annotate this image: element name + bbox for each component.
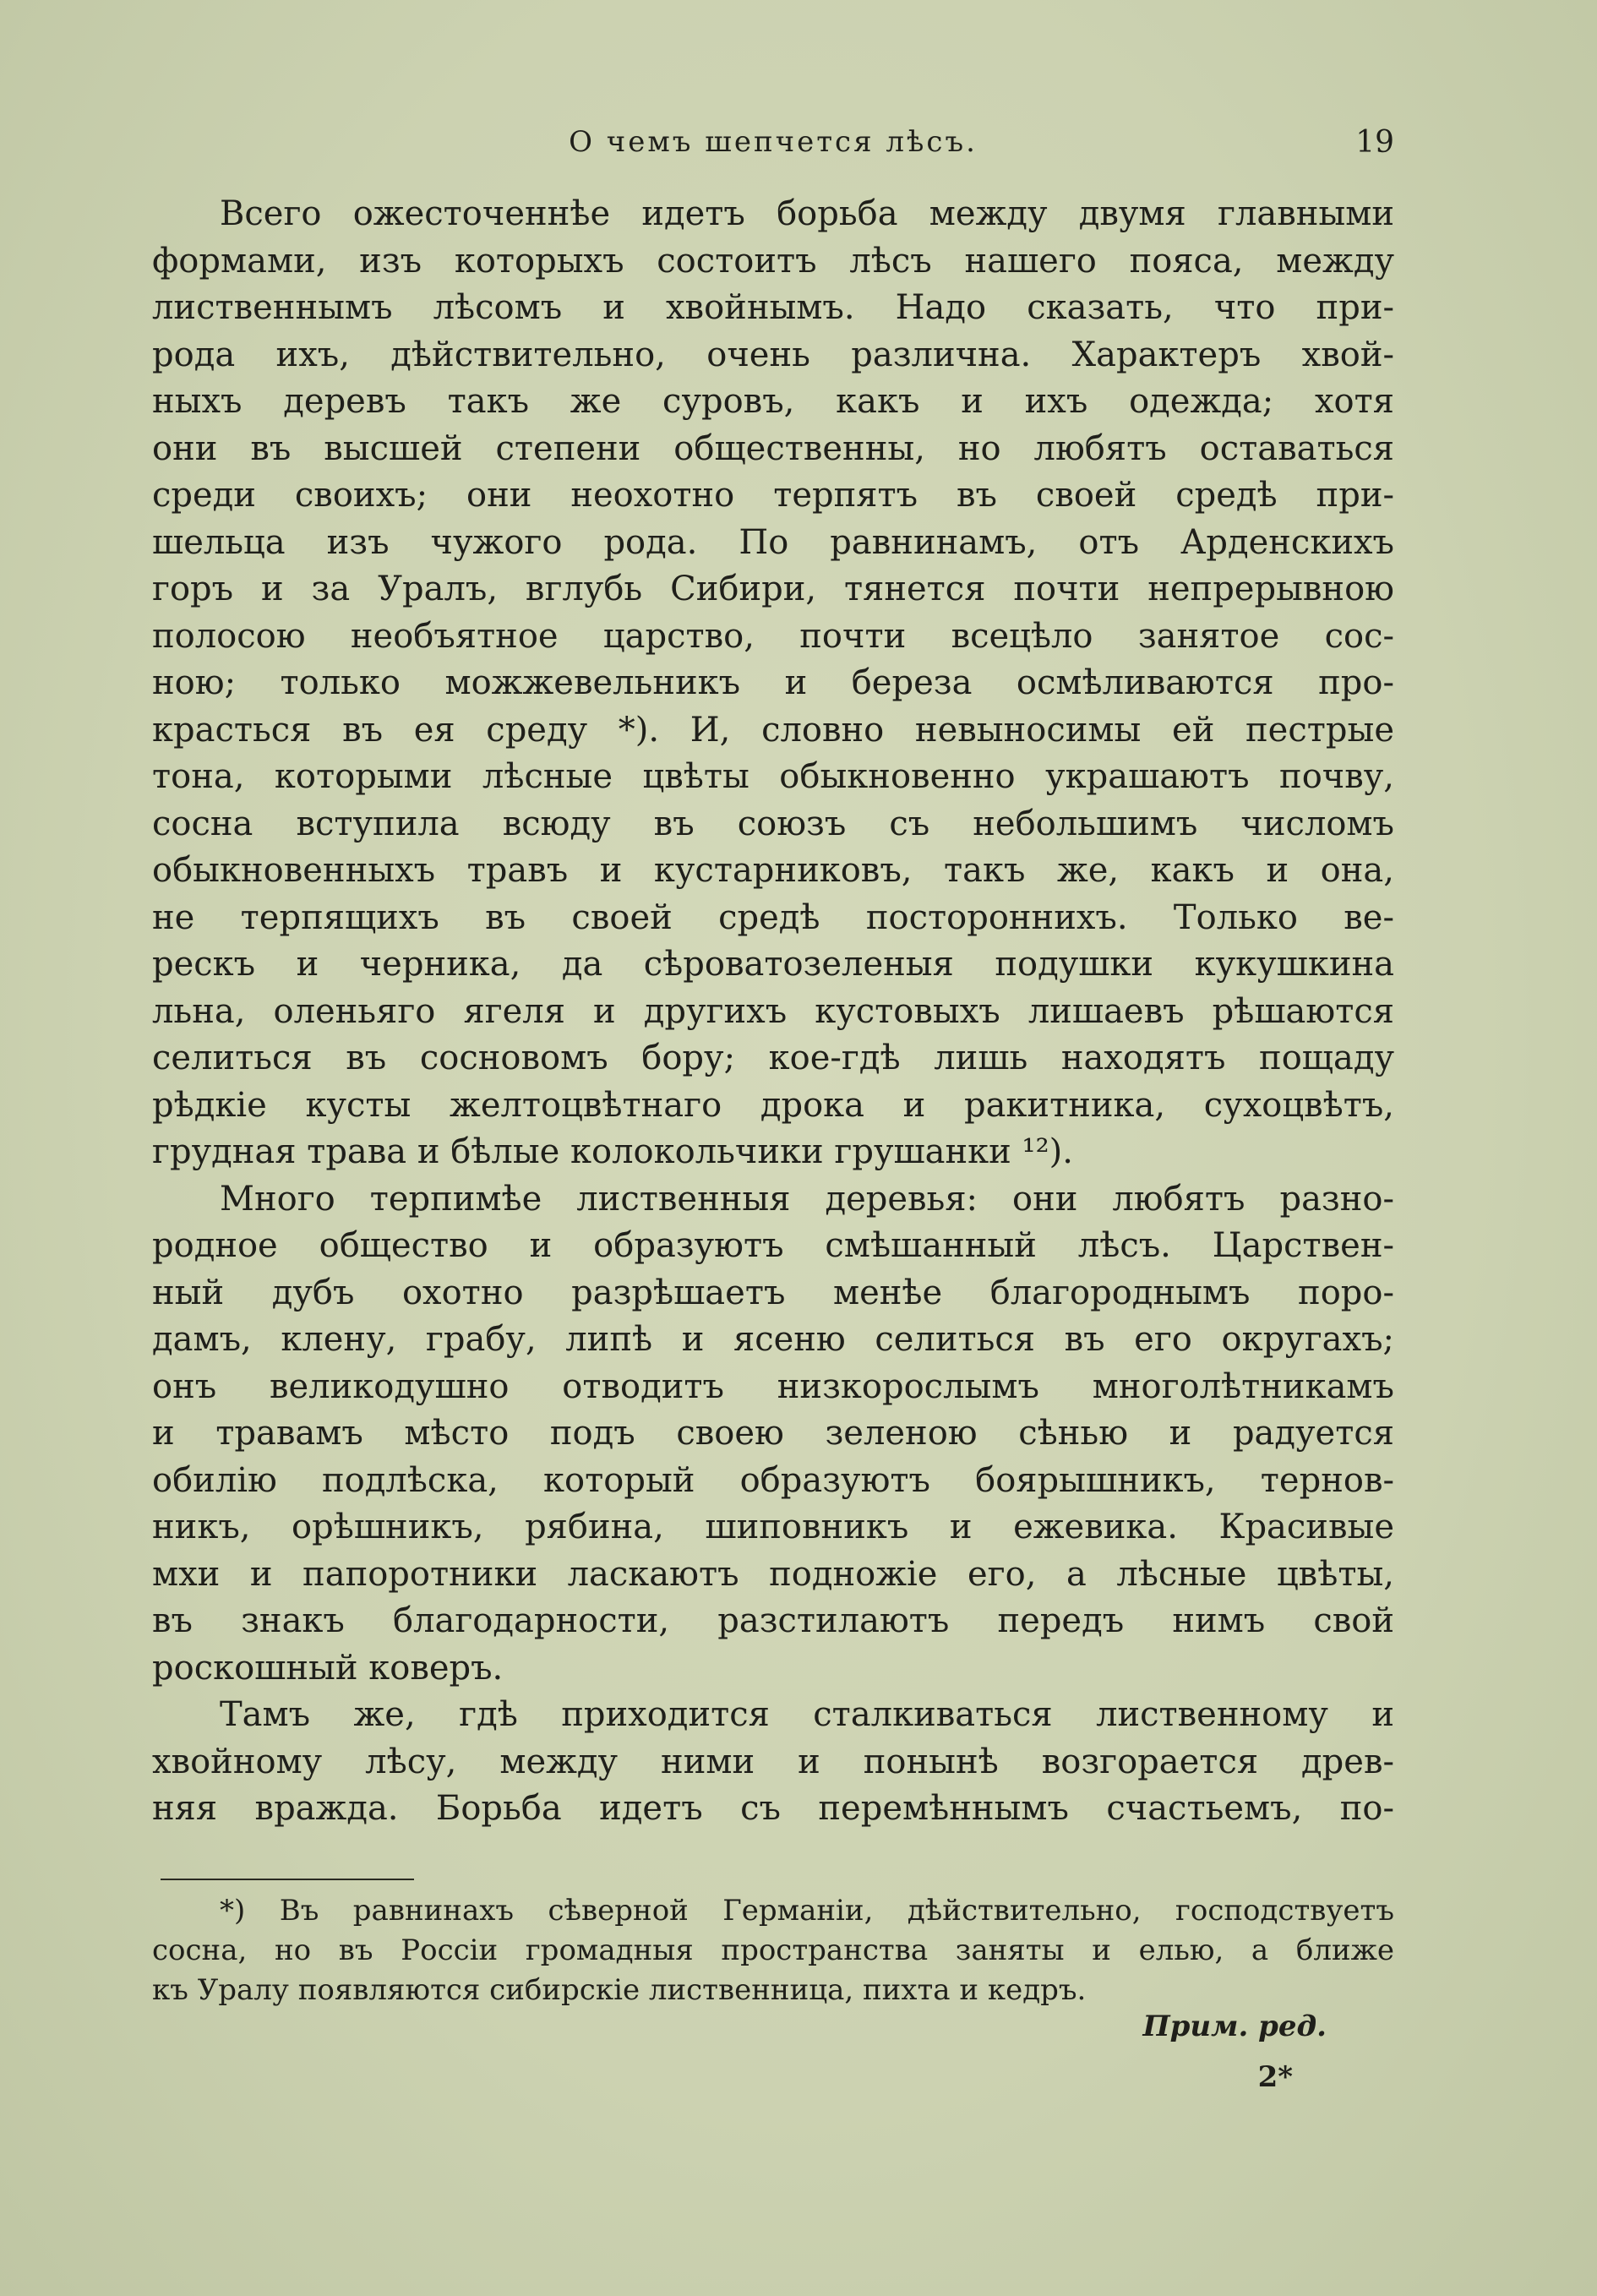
running-title: О чемъ шепчется лѣсъ. <box>569 125 978 159</box>
text-line: формами, изъ которыхъ состоитъ лѣсъ нашего пояса, между <box>152 241 1394 281</box>
footnote-line: сосна, но въ Россіи громадныя пространства заняты и елью, а ближе <box>152 1933 1394 1967</box>
text-line: обыкновенныхъ травъ и кустарниковъ, такъ же, какъ и она, <box>152 851 1394 890</box>
text-line: обилію подлѣска, который образуютъ боярышникъ, тернов- <box>152 1460 1394 1500</box>
text-line: лиственнымъ лѣсомъ и хвойнымъ. Надо сказать, что при- <box>152 288 1394 327</box>
text-line: ныхъ деревъ такъ же суровъ, какъ и ихъ одежда; хотя <box>152 382 1394 421</box>
text-line: и травамъ мѣсто подъ своею зеленою сѣнью и радуется <box>152 1414 1394 1453</box>
text-line: Всего ожесточеннѣе идетъ борьба между двумя главными <box>220 194 1394 233</box>
text-line: мхи и папоротники ласкаютъ подножіе его, а лѣсные цвѣты, <box>152 1554 1394 1594</box>
text-line: красться въ ея среду *). И, словно невыносимы ей пестрые <box>152 710 1394 750</box>
footnote-line: *) Въ равнинахъ сѣверной Германіи, дѣйствительно, господствуетъ <box>220 1894 1394 1928</box>
text-line: ный дубъ охотно разрѣшаетъ менѣе благороднымъ поро- <box>152 1273 1394 1312</box>
text-line: роскошный коверъ. <box>152 1648 504 1688</box>
text-line: ною; только можжевельникъ и береза осмѣливаются про- <box>152 663 1394 702</box>
text-line: тона, которыми лѣсные цвѣты обыкновенно украшаютъ почву, <box>152 757 1394 796</box>
footnote-signature: Прим. ред. <box>1142 2010 1327 2043</box>
footnote <box>152 1891 1394 2010</box>
text-line: селиться въ сосновомъ бору; кое-гдѣ лишь находятъ пощаду <box>152 1039 1394 1077</box>
text-line: они въ высшей степени общественны, но любятъ оставаться <box>152 428 1394 468</box>
body-text <box>152 191 1394 1833</box>
text-line: шельца изъ чужого рода. По равнинамъ, отъ Арденскихъ <box>152 522 1394 562</box>
text-line: среди своихъ; они неохотно терпятъ въ своей средѣ при- <box>152 476 1394 515</box>
text-line: рода ихъ, дѣйствительно, очень различна. Характеръ хвой- <box>152 335 1394 374</box>
text-line: родное общество и образуютъ смѣшанный лѣсъ. Царствен- <box>152 1226 1394 1265</box>
text-line: не терпящихъ въ своей средѣ постороннихъ. Только ве- <box>152 897 1394 937</box>
text-line: никъ, орѣшникъ, рябина, шиповникъ и ежевика. Красивые <box>152 1508 1394 1546</box>
text-line: рѣдкіе кусты желтоцвѣтнаго дрока и ракитника, сухоцвѣтъ, <box>152 1085 1394 1125</box>
text-line: въ знакъ благодарности, разстилаютъ передъ нимъ свой <box>152 1601 1394 1640</box>
page-number: 19 <box>1355 125 1394 160</box>
text-line: Много терпимѣе лиственныя деревья: они любятъ разно- <box>220 1179 1394 1219</box>
page-header <box>152 125 1394 176</box>
footnote-line: къ Уралу появляются сибирскіе лиственница, пихта и кедръ. <box>152 1973 1087 2007</box>
text-line: хвойному лѣсу, между ними и понынѣ возгорается древ- <box>152 1742 1394 1781</box>
signature-mark: 2* <box>1257 2060 1293 2094</box>
footnote-rule <box>161 1879 414 1880</box>
text-line: няя вражда. Борьба идетъ съ перемѣннымъ счастьемъ, по- <box>152 1789 1394 1828</box>
text-line: сосна вступила всюду въ союзъ съ небольшимъ числомъ <box>152 804 1394 843</box>
text-line: Тамъ же, гдѣ приходится сталкиваться лиственному и <box>220 1695 1394 1734</box>
text-line: онъ великодушно отводитъ низкорослымъ многолѣтникамъ <box>152 1366 1394 1406</box>
text-line: грудная трава и бѣлые колокольчики грушанки ¹²). <box>152 1132 1073 1171</box>
text-line: дамъ, клену, грабу, липѣ и ясеню селиться въ его округахъ; <box>152 1320 1394 1359</box>
text-line: рескъ и черника, да сѣроватозеленыя подушки кукушкина <box>152 945 1394 984</box>
text-line: льна, оленьяго ягеля и другихъ кустовыхъ лишаевъ рѣшаются <box>152 991 1394 1031</box>
text-line: полосою необъятное царство, почти всецѣло занятое сос- <box>152 616 1394 656</box>
text-line: горъ и за Уралъ, вглубь Сибири, тянется почти непрерывною <box>152 570 1394 608</box>
